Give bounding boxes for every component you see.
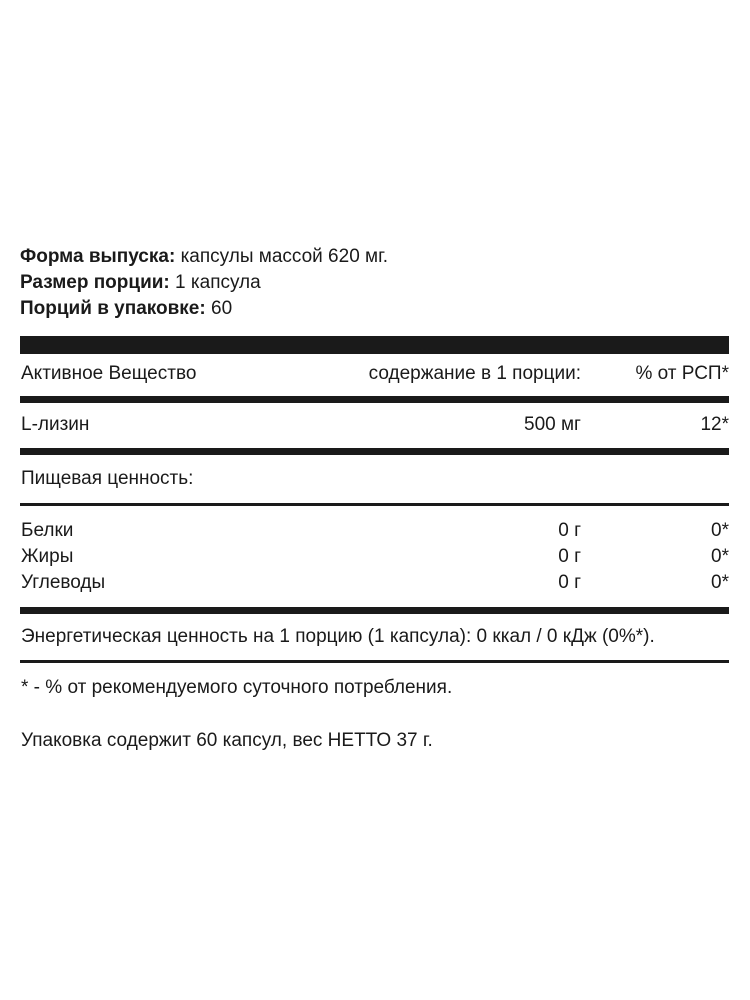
serving-size-value: 1 капсула: [175, 272, 261, 293]
form-line: [20, 244, 729, 270]
energy-value: Энергетическая ценность на 1 порцию (1 капсула): 0 ккал / 0 кДж (0%*).: [21, 626, 655, 647]
energy-row: [20, 624, 729, 650]
col-rdi-header: % от РСП*: [635, 363, 729, 384]
nutrient-rdi: 0*: [711, 572, 729, 593]
nutrients-divider: [20, 607, 729, 614]
nutrient-name: Углеводы: [21, 572, 106, 593]
serving-size-line: [20, 270, 729, 296]
servings-per-container-value: 60: [211, 298, 233, 319]
servings-per-container-line: [20, 296, 729, 322]
col-amount-header: содержание в 1 порции:: [368, 363, 581, 384]
header-divider: [20, 396, 729, 403]
top-bar-divider: [20, 336, 729, 354]
footnote: * - % от рекомендуемого суточного потребления.: [21, 677, 453, 698]
servings-per-container-label: Порций в упаковке:: [20, 298, 206, 319]
energy-divider: [20, 660, 729, 663]
table-row: [20, 544, 729, 570]
table-row: [20, 570, 729, 596]
form-value: капсулы массой 620 мг.: [180, 246, 388, 267]
nutrient-name: Жиры: [21, 546, 74, 567]
nutrient-name: Белки: [21, 520, 74, 541]
col-substance-header: Активное Вещество: [21, 363, 197, 384]
nutrition-title: Пищевая ценность:: [21, 468, 194, 489]
nutrient-amount: 0 г: [558, 520, 581, 541]
serving-size-label: Размер порции:: [20, 272, 170, 293]
table-header-row: [20, 361, 729, 387]
nutrition-title-row: [20, 466, 729, 492]
active-name: L-лизин: [21, 414, 90, 435]
nutrient-amount: 0 г: [558, 572, 581, 593]
active-divider: [20, 448, 729, 455]
nutrient-amount: 0 г: [558, 546, 581, 567]
table-row: [20, 518, 729, 544]
supplement-facts-panel: [20, 244, 729, 663]
nutrients-list: [20, 518, 729, 596]
active-amount: 500 мг: [524, 414, 581, 435]
active-rdi: 12*: [700, 414, 729, 435]
package-info: Упаковка содержит 60 капсул, вес НЕТТО 37 г.: [21, 730, 433, 751]
nutrient-rdi: 0*: [711, 520, 729, 541]
form-label: Форма выпуска:: [20, 246, 176, 267]
nutrient-rdi: 0*: [711, 546, 729, 567]
table-row: [20, 412, 729, 438]
nutrition-title-divider: [20, 503, 729, 506]
